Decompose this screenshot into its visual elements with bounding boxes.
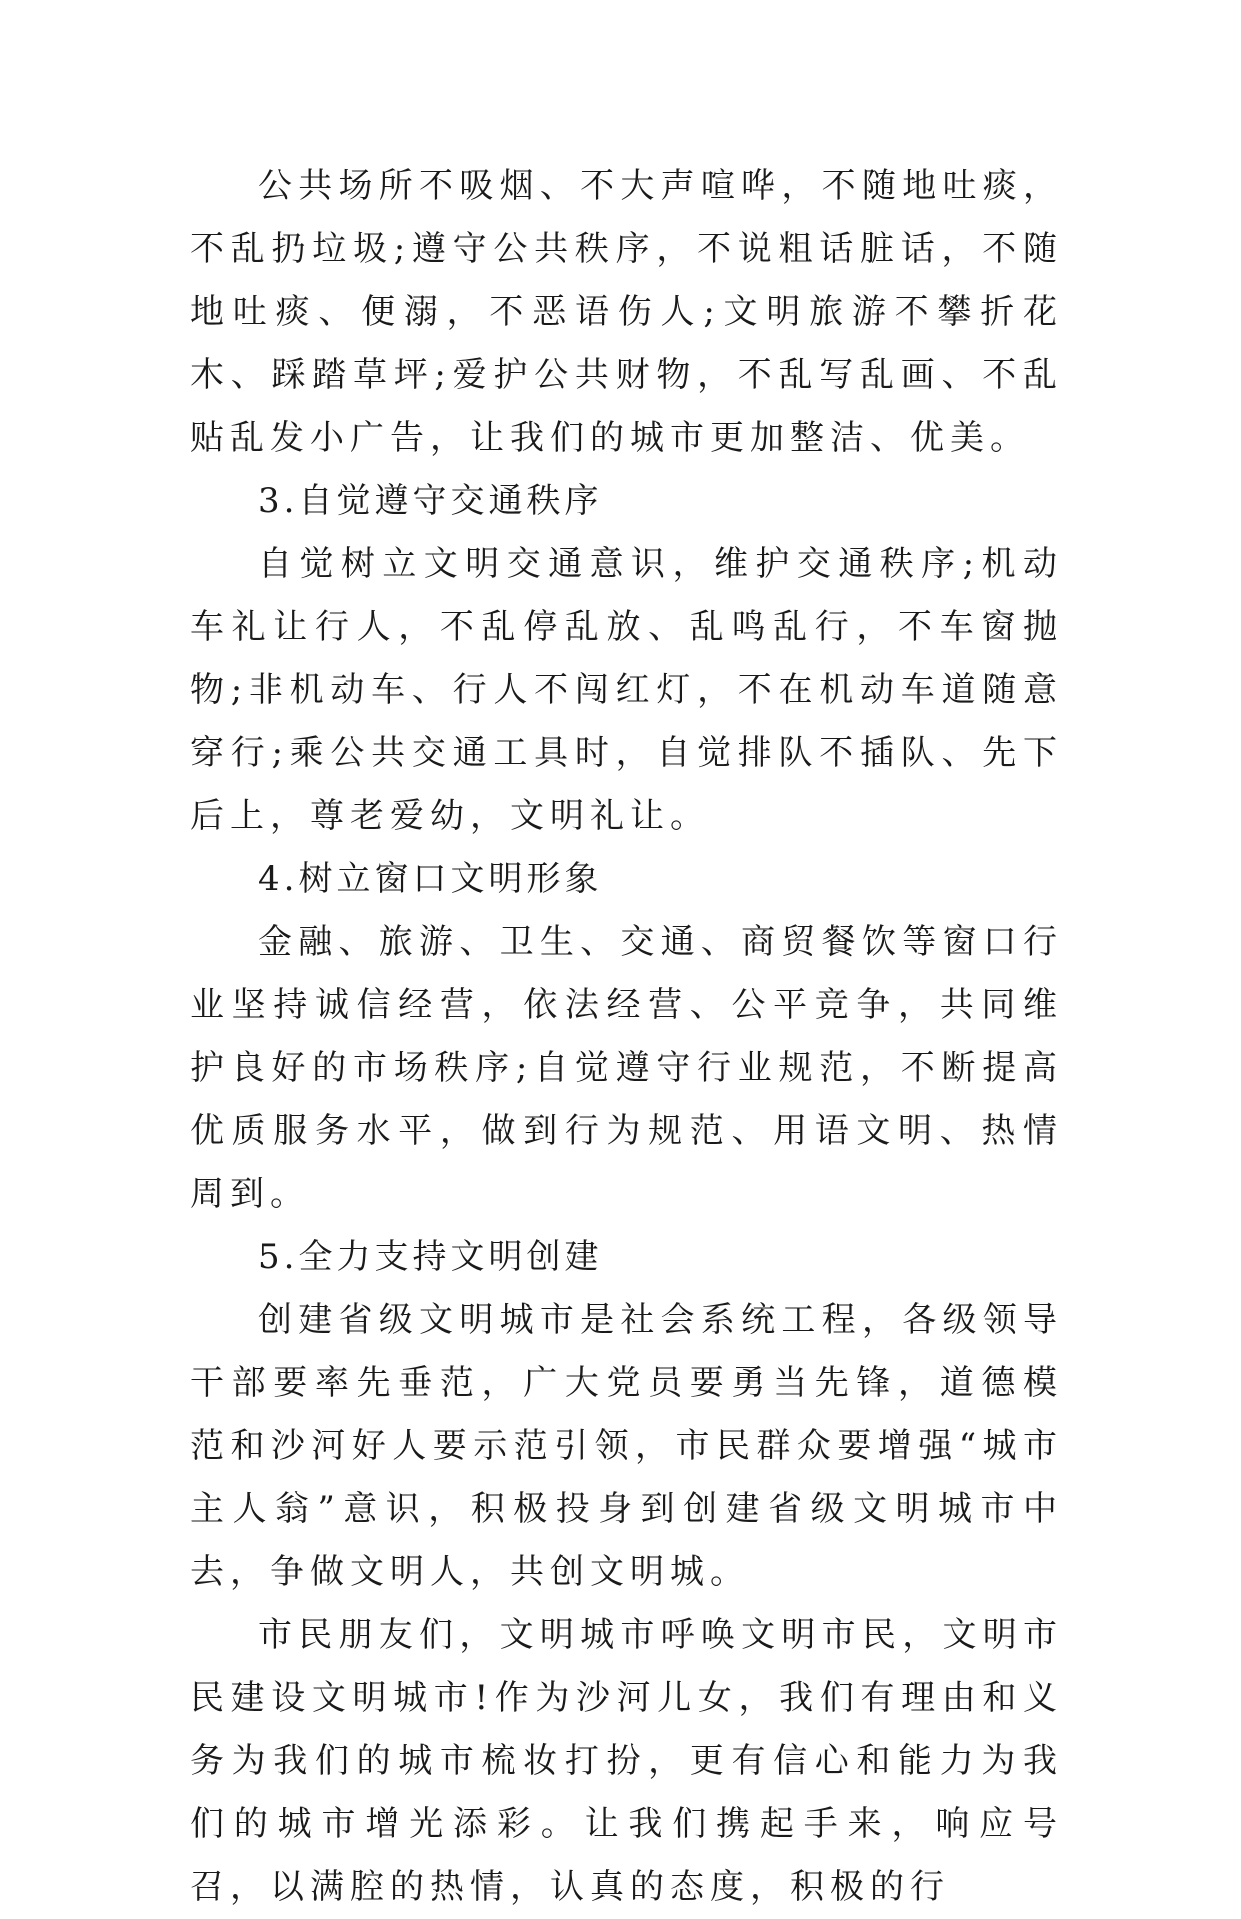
paragraph-traffic-order: 自觉树立文明交通意识，维护交通秩序;机动车礼让行人，不乱停乱放、乱鸣乱行，不车窗抛物;非机动车、行人不闯红灯，不在机动车道随意穿行;乘公共交通工具时，自觉排队不插队、先下后上，尊老爱幼，文明礼让。 — [190, 544, 1063, 836]
paragraph-appeal-to-citizens: 市民朋友们，文明城市呼唤文明市民，文明市民建设文明城市!作为沙河儿女，我们有理由和义务为我们的城市梳妆打扮，更有信心和能力为我们的城市增光添彩。让我们携起手来，响应号召，以满腔的热情，认真的态度，积极的行 — [190, 1615, 1063, 1907]
document-page — [190, 155, 1063, 1919]
section-heading-window-image: 4.树立窗口文明形象 — [258, 859, 603, 899]
paragraph-public-conduct: 公共场所不吸烟、不大声喧哗，不随地吐痰，不乱扔垃圾;遵守公共秩序，不说粗话脏话，不随地吐痰、便溺，不恶语伤人;文明旅游不攀折花木、踩踏草坪;爱护公共财物，不乱写乱画、不乱贴乱发小广告，让我们的城市更加整洁、优美。 — [190, 166, 1063, 458]
paragraph-window-image: 金融、旅游、卫生、交通、商贸餐饮等窗口行业坚持诚信经营，依法经营、公平竞争，共同维护良好的市场秩序;自觉遵守行业规范，不断提高优质服务水平，做到行为规范、用语文明、热情周到。 — [190, 922, 1063, 1214]
paragraph-civilization-support: 创建省级文明城市是社会系统工程，各级领导干部要率先垂范，广大党员要勇当先锋，道德模范和沙河好人要示范引领，市民群众要增强“城市主人翁”意识，积极投身到创建省级文明城市中去，争做文明人，共创文明城。 — [190, 1300, 1063, 1592]
section-heading-traffic-order: 3.自觉遵守交通秩序 — [258, 481, 603, 521]
section-heading-civilization-support: 5.全力支持文明创建 — [258, 1237, 603, 1277]
